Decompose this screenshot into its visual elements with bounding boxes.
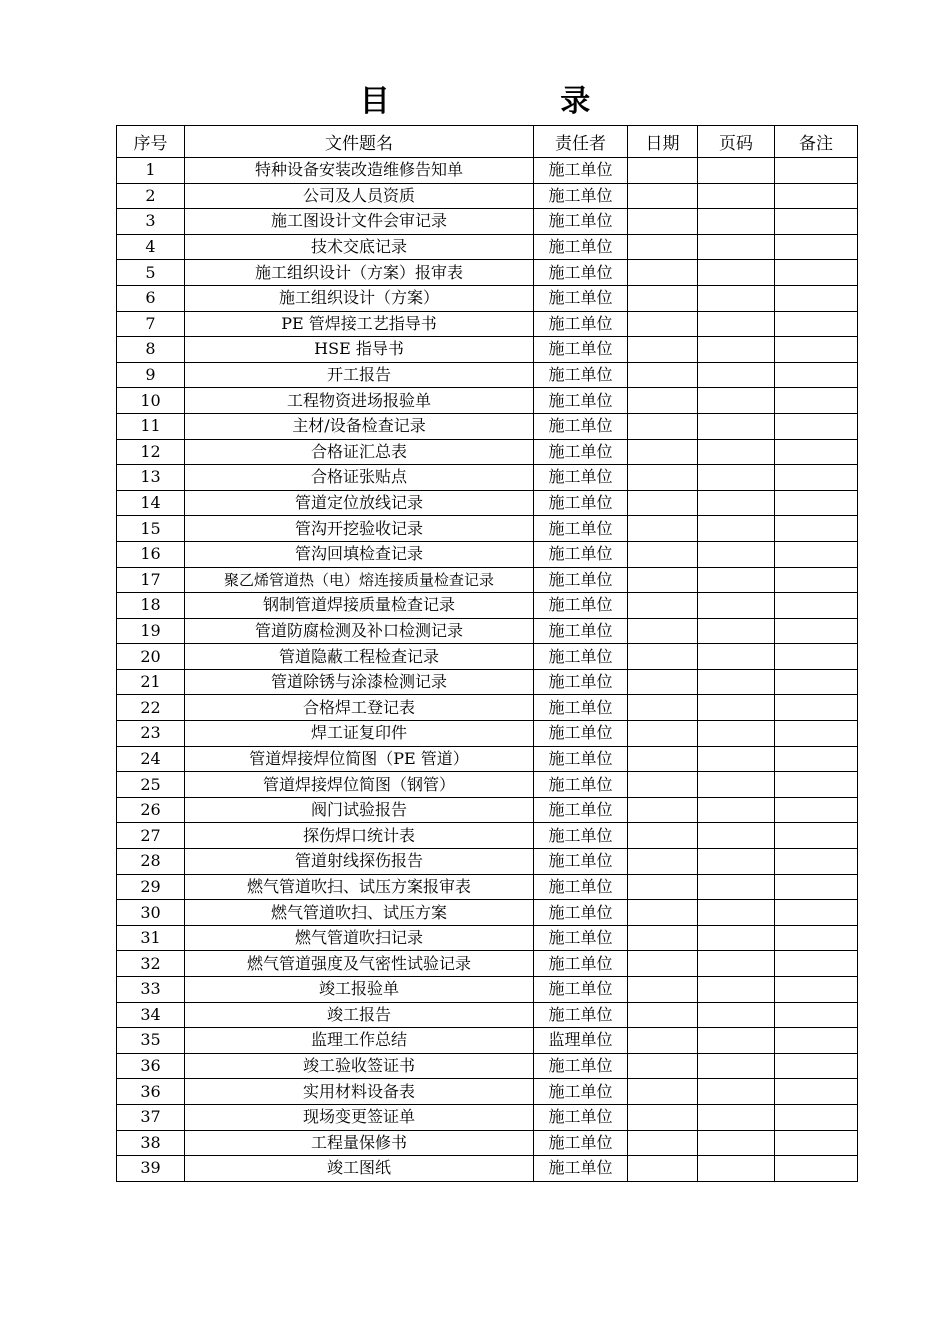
page-title: 目 录 <box>359 84 671 119</box>
row-date <box>628 618 698 644</box>
table-row <box>117 516 858 542</box>
row-owner: 施工单位 <box>534 285 628 311</box>
table-row <box>117 644 858 670</box>
row-date <box>628 1156 698 1182</box>
row-note <box>775 541 858 567</box>
row-seq: 37 <box>117 1104 185 1130</box>
row-owner: 施工单位 <box>534 311 628 337</box>
row-name: 管道隐蔽工程检查记录 <box>185 644 534 670</box>
row-seq: 13 <box>117 465 185 491</box>
row-page <box>698 285 775 311</box>
table-row <box>117 260 858 286</box>
row-note <box>775 234 858 260</box>
row-name: 管道焊接焊位简图（钢管） <box>185 772 534 798</box>
row-owner: 施工单位 <box>534 158 628 184</box>
row-owner: 施工单位 <box>534 1104 628 1130</box>
row-page <box>698 925 775 951</box>
row-page <box>698 209 775 235</box>
row-note <box>775 1002 858 1028</box>
table-row <box>117 541 858 567</box>
row-date <box>628 1028 698 1054</box>
row-date <box>628 183 698 209</box>
row-date <box>628 772 698 798</box>
row-seq: 19 <box>117 618 185 644</box>
row-name: 燃气管道吹扫、试压方案 <box>185 900 534 926</box>
row-seq: 39 <box>117 1156 185 1182</box>
row-note <box>775 874 858 900</box>
row-name: 管道焊接焊位简图（PE 管道） <box>185 746 534 772</box>
row-date <box>628 925 698 951</box>
row-seq: 30 <box>117 900 185 926</box>
header-owner: 责任者 <box>534 126 628 158</box>
row-name: 监理工作总结 <box>185 1028 534 1054</box>
row-note <box>775 900 858 926</box>
row-page <box>698 516 775 542</box>
row-owner: 施工单位 <box>534 977 628 1003</box>
row-owner: 施工单位 <box>534 465 628 491</box>
row-owner: 施工单位 <box>534 900 628 926</box>
row-note <box>775 797 858 823</box>
row-name: 管沟回填检查记录 <box>185 541 534 567</box>
row-owner: 施工单位 <box>534 772 628 798</box>
row-page <box>698 721 775 747</box>
table-row <box>117 925 858 951</box>
row-note <box>775 260 858 286</box>
row-date <box>628 900 698 926</box>
row-date <box>628 1130 698 1156</box>
row-date <box>628 490 698 516</box>
table-row <box>117 362 858 388</box>
row-note <box>775 209 858 235</box>
row-seq: 27 <box>117 823 185 849</box>
table-row <box>117 618 858 644</box>
row-page <box>698 1104 775 1130</box>
table-row <box>117 874 858 900</box>
row-owner: 施工单位 <box>534 951 628 977</box>
row-note <box>775 721 858 747</box>
row-name: 竣工报验单 <box>185 977 534 1003</box>
row-name: 燃气管道强度及气密性试验记录 <box>185 951 534 977</box>
row-owner: 施工单位 <box>534 439 628 465</box>
row-name: 管沟开挖验收记录 <box>185 516 534 542</box>
row-seq: 33 <box>117 977 185 1003</box>
row-seq: 29 <box>117 874 185 900</box>
row-seq: 21 <box>117 669 185 695</box>
row-name: 管道除锈与涂漆检测记录 <box>185 669 534 695</box>
row-date <box>628 516 698 542</box>
row-page <box>698 413 775 439</box>
row-name: 燃气管道吹扫、试压方案报审表 <box>185 874 534 900</box>
row-seq: 5 <box>117 260 185 286</box>
row-owner: 施工单位 <box>534 234 628 260</box>
row-note <box>775 849 858 875</box>
row-date <box>628 874 698 900</box>
row-seq: 34 <box>117 1002 185 1028</box>
table-row <box>117 849 858 875</box>
row-date <box>628 260 698 286</box>
row-owner: 施工单位 <box>534 567 628 593</box>
row-name: 竣工图纸 <box>185 1156 534 1182</box>
row-seq: 9 <box>117 362 185 388</box>
table-row <box>117 695 858 721</box>
row-name: 施工组织设计（方案） <box>185 285 534 311</box>
row-date <box>628 362 698 388</box>
row-note <box>775 311 858 337</box>
row-owner: 施工单位 <box>534 1156 628 1182</box>
row-owner: 施工单位 <box>534 874 628 900</box>
row-seq: 11 <box>117 413 185 439</box>
row-note <box>775 1156 858 1182</box>
table-row <box>117 951 858 977</box>
row-note <box>775 567 858 593</box>
row-owner: 施工单位 <box>534 1130 628 1156</box>
row-date <box>628 695 698 721</box>
row-note <box>775 695 858 721</box>
row-date <box>628 977 698 1003</box>
row-date <box>628 541 698 567</box>
row-date <box>628 721 698 747</box>
row-name: 管道射线探伤报告 <box>185 849 534 875</box>
row-page <box>698 337 775 363</box>
table-row <box>117 439 858 465</box>
row-seq: 32 <box>117 951 185 977</box>
row-page <box>698 746 775 772</box>
table-row <box>117 1053 858 1079</box>
row-page <box>698 1130 775 1156</box>
table-row <box>117 746 858 772</box>
row-seq: 4 <box>117 234 185 260</box>
table-row <box>117 388 858 414</box>
row-owner: 监理单位 <box>534 1028 628 1054</box>
row-date <box>628 413 698 439</box>
row-name: 主材/设备检查记录 <box>185 413 534 439</box>
row-name: 探伤焊口统计表 <box>185 823 534 849</box>
row-date <box>628 337 698 363</box>
row-page <box>698 490 775 516</box>
table-row <box>117 1028 858 1054</box>
row-owner: 施工单位 <box>534 490 628 516</box>
row-page <box>698 951 775 977</box>
row-owner: 施工单位 <box>534 516 628 542</box>
row-seq: 24 <box>117 746 185 772</box>
row-seq: 28 <box>117 849 185 875</box>
row-name: 合格焊工登记表 <box>185 695 534 721</box>
table-row <box>117 977 858 1003</box>
row-seq: 10 <box>117 388 185 414</box>
row-date <box>628 644 698 670</box>
row-seq: 12 <box>117 439 185 465</box>
row-note <box>775 669 858 695</box>
table-row <box>117 1104 858 1130</box>
row-page <box>698 234 775 260</box>
row-name: 开工报告 <box>185 362 534 388</box>
row-name: 施工图设计文件会审记录 <box>185 209 534 235</box>
row-date <box>628 1002 698 1028</box>
row-page <box>698 1028 775 1054</box>
row-seq: 7 <box>117 311 185 337</box>
row-page <box>698 311 775 337</box>
row-note <box>775 823 858 849</box>
table-row <box>117 465 858 491</box>
row-page <box>698 618 775 644</box>
row-date <box>628 1053 698 1079</box>
row-date <box>628 158 698 184</box>
row-name: 工程物资进场报验单 <box>185 388 534 414</box>
row-date <box>628 567 698 593</box>
row-owner: 施工单位 <box>534 823 628 849</box>
table-row <box>117 183 858 209</box>
row-page <box>698 644 775 670</box>
table-row <box>117 490 858 516</box>
row-note <box>775 746 858 772</box>
table-row <box>117 234 858 260</box>
row-page <box>698 183 775 209</box>
row-name: 现场变更签证单 <box>185 1104 534 1130</box>
toc-body <box>117 158 858 1182</box>
row-note <box>775 337 858 363</box>
row-name: 燃气管道吹扫记录 <box>185 925 534 951</box>
row-note <box>775 439 858 465</box>
table-row <box>117 1002 858 1028</box>
row-page <box>698 1156 775 1182</box>
table-row <box>117 1156 858 1182</box>
row-date <box>628 593 698 619</box>
row-name: 合格证张贴点 <box>185 465 534 491</box>
row-note <box>775 1130 858 1156</box>
row-seq: 26 <box>117 797 185 823</box>
toc-table <box>116 125 858 1182</box>
row-note <box>775 644 858 670</box>
row-name: 竣工报告 <box>185 1002 534 1028</box>
table-row <box>117 209 858 235</box>
table-row <box>117 337 858 363</box>
row-date <box>628 465 698 491</box>
table-row <box>117 721 858 747</box>
row-owner: 施工单位 <box>534 593 628 619</box>
row-name: 合格证汇总表 <box>185 439 534 465</box>
row-name: PE 管焊接工艺指导书 <box>185 311 534 337</box>
row-date <box>628 311 698 337</box>
row-owner: 施工单位 <box>534 721 628 747</box>
row-note <box>775 516 858 542</box>
row-page <box>698 977 775 1003</box>
row-seq: 25 <box>117 772 185 798</box>
row-page <box>698 900 775 926</box>
row-seq: 3 <box>117 209 185 235</box>
row-name: 特种设备安装改造维修告知单 <box>185 158 534 184</box>
table-row <box>117 797 858 823</box>
row-seq: 18 <box>117 593 185 619</box>
row-owner: 施工单位 <box>534 1053 628 1079</box>
header-page: 页码 <box>698 126 775 158</box>
row-seq: 38 <box>117 1130 185 1156</box>
row-note <box>775 465 858 491</box>
row-name: 聚乙烯管道热（电）熔连接质量检查记录 <box>185 567 534 593</box>
row-date <box>628 823 698 849</box>
row-page <box>698 158 775 184</box>
row-note <box>775 951 858 977</box>
row-note <box>775 1079 858 1105</box>
row-owner: 施工单位 <box>534 1002 628 1028</box>
header-name: 文件题名 <box>185 126 534 158</box>
row-seq: 6 <box>117 285 185 311</box>
table-row <box>117 413 858 439</box>
table-row <box>117 593 858 619</box>
row-note <box>775 362 858 388</box>
row-owner: 施工单位 <box>534 746 628 772</box>
row-note <box>775 490 858 516</box>
row-seq: 2 <box>117 183 185 209</box>
row-page <box>698 388 775 414</box>
row-page <box>698 669 775 695</box>
table-row <box>117 158 858 184</box>
row-date <box>628 746 698 772</box>
row-seq: 1 <box>117 158 185 184</box>
row-date <box>628 797 698 823</box>
header-seq: 序号 <box>117 126 185 158</box>
row-date <box>628 209 698 235</box>
row-note <box>775 925 858 951</box>
row-owner: 施工单位 <box>534 362 628 388</box>
row-page <box>698 1002 775 1028</box>
row-date <box>628 234 698 260</box>
row-note <box>775 388 858 414</box>
row-page <box>698 260 775 286</box>
row-name: 焊工证复印件 <box>185 721 534 747</box>
row-page <box>698 874 775 900</box>
row-date <box>628 1104 698 1130</box>
row-page <box>698 465 775 491</box>
row-seq: 22 <box>117 695 185 721</box>
row-owner: 施工单位 <box>534 183 628 209</box>
row-note <box>775 593 858 619</box>
row-date <box>628 849 698 875</box>
row-owner: 施工单位 <box>534 695 628 721</box>
table-row <box>117 311 858 337</box>
row-page <box>698 695 775 721</box>
row-owner: 施工单位 <box>534 388 628 414</box>
row-name: 阀门试验报告 <box>185 797 534 823</box>
row-page <box>698 541 775 567</box>
row-note <box>775 1053 858 1079</box>
row-name: 竣工验收签证书 <box>185 1053 534 1079</box>
row-note <box>775 285 858 311</box>
row-owner: 施工单位 <box>534 1079 628 1105</box>
row-name: 钢制管道焊接质量检查记录 <box>185 593 534 619</box>
row-owner: 施工单位 <box>534 797 628 823</box>
row-name: 技术交底记录 <box>185 234 534 260</box>
row-date <box>628 951 698 977</box>
row-page <box>698 823 775 849</box>
row-date <box>628 285 698 311</box>
row-seq: 20 <box>117 644 185 670</box>
row-owner: 施工单位 <box>534 337 628 363</box>
row-seq: 35 <box>117 1028 185 1054</box>
row-name: 实用材料设备表 <box>185 1079 534 1105</box>
row-note <box>775 977 858 1003</box>
row-page <box>698 567 775 593</box>
row-owner: 施工单位 <box>534 618 628 644</box>
row-name: 工程量保修书 <box>185 1130 534 1156</box>
row-page <box>698 1053 775 1079</box>
row-seq: 36 <box>117 1053 185 1079</box>
table-row <box>117 1079 858 1105</box>
table-row <box>117 823 858 849</box>
row-seq: 31 <box>117 925 185 951</box>
table-row <box>117 772 858 798</box>
row-name: 公司及人员资质 <box>185 183 534 209</box>
row-date <box>628 439 698 465</box>
row-page <box>698 849 775 875</box>
row-note <box>775 618 858 644</box>
row-owner: 施工单位 <box>534 669 628 695</box>
row-date <box>628 388 698 414</box>
row-seq: 23 <box>117 721 185 747</box>
row-page <box>698 797 775 823</box>
row-owner: 施工单位 <box>534 925 628 951</box>
row-note <box>775 1028 858 1054</box>
row-note <box>775 183 858 209</box>
row-page <box>698 439 775 465</box>
row-owner: 施工单位 <box>534 541 628 567</box>
row-note <box>775 772 858 798</box>
row-note <box>775 413 858 439</box>
row-seq: 17 <box>117 567 185 593</box>
header-row <box>117 126 858 158</box>
row-seq: 8 <box>117 337 185 363</box>
row-owner: 施工单位 <box>534 209 628 235</box>
header-date: 日期 <box>628 126 698 158</box>
row-page <box>698 772 775 798</box>
row-owner: 施工单位 <box>534 413 628 439</box>
row-owner: 施工单位 <box>534 644 628 670</box>
row-seq: 36 <box>117 1079 185 1105</box>
header-note: 备注 <box>775 126 858 158</box>
table-row <box>117 1130 858 1156</box>
row-owner: 施工单位 <box>534 260 628 286</box>
row-note <box>775 158 858 184</box>
table-row <box>117 900 858 926</box>
row-page <box>698 1079 775 1105</box>
row-page <box>698 593 775 619</box>
row-name: 管道防腐检测及补口检测记录 <box>185 618 534 644</box>
row-name: 管道定位放线记录 <box>185 490 534 516</box>
row-date <box>628 669 698 695</box>
row-name: 施工组织设计（方案）报审表 <box>185 260 534 286</box>
row-seq: 15 <box>117 516 185 542</box>
row-owner: 施工单位 <box>534 849 628 875</box>
row-seq: 16 <box>117 541 185 567</box>
row-date <box>628 1079 698 1105</box>
row-note <box>775 1104 858 1130</box>
row-page <box>698 362 775 388</box>
table-row <box>117 669 858 695</box>
row-seq: 14 <box>117 490 185 516</box>
table-row <box>117 285 858 311</box>
table-row <box>117 567 858 593</box>
row-name: HSE 指导书 <box>185 337 534 363</box>
